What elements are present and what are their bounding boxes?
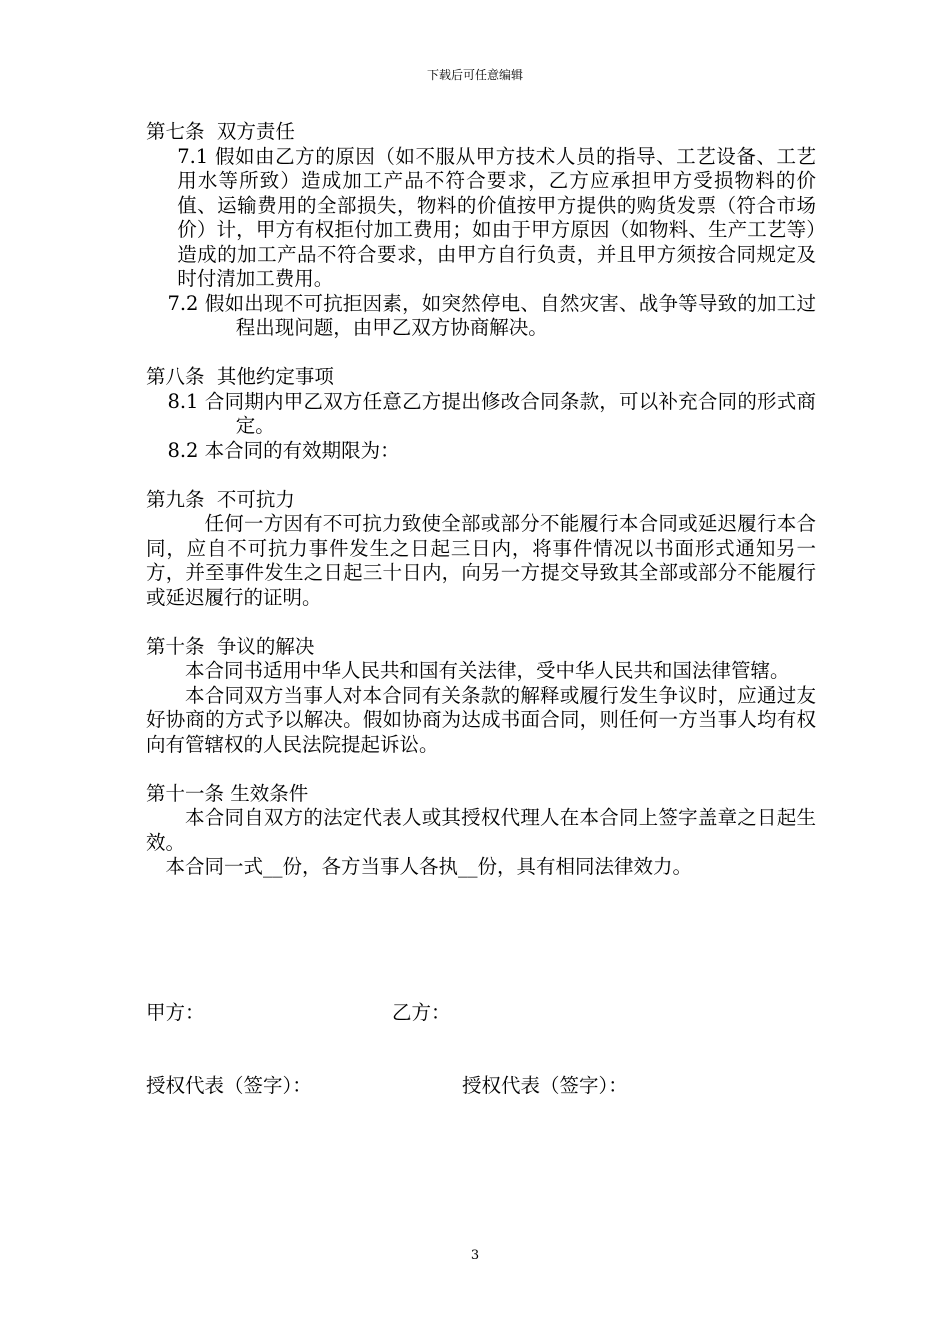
- article-10-para-2: 本合同双方当事人对本合同有关条款的解释或履行发生争议时，应通过友好协商的方式予以解决。假如协商为达成书面合同，则任何一方当事人均有权向有管辖权的人民法院提起诉讼。: [146, 683, 816, 756]
- article-11-para-1: 本合同自双方的法定代表人或其授权代理人在本合同上签字盖章之日起生效。: [146, 806, 816, 854]
- article-7-clause-1: 7.1 假如由乙方的原因（如不服从甲方技术人员的指导、工艺设备、工艺用水等所致）造成加工产品不符合要求，乙方应承担甲方受损物料的价值、运输费用的全部损失，物料的价值按甲方提供的购货发票（符合市场价）计，甲方有权拒付加工费用；如由于甲方原因（如物料、生产工艺等）造成的加工产品不符合要求，由甲方自行负责，并且甲方须按合同规定及时付清加工费用。: [177, 144, 816, 290]
- article-9-title: 第九条 不可抗力: [146, 487, 295, 511]
- page-header: 下载后可任意编辑: [426, 68, 523, 82]
- article-8-clause-1: 8.1 合同期内甲乙双方任意乙方提出修改合同条款，可以补充合同的形式商定。: [167, 389, 816, 437]
- article-11-title: 第十一条 生效条件: [146, 781, 309, 805]
- article-8-clause-2: 8.2 本合同的有效期限为：: [167, 438, 400, 462]
- article-9-para-1: 任何一方因有不可抗力致使全部或部分不能履行本合同或延迟履行本合同，应自不可抗力事件发生之日起三日内，将事件情况以书面形式通知另一方，并至事件发生之日起三十日内，向另一方提交导致其全部或部分不能履行或延迟履行的证明。: [146, 512, 816, 609]
- article-10-para-1: 本合同书适用中华人民共和国有关法律，受中华人民共和国法律管辖。: [185, 659, 790, 682]
- page-number: 3: [470, 1248, 480, 1263]
- article-11-para-2: 本合同一式__份，各方当事人各执__份，具有相同法律效力。: [165, 855, 693, 878]
- party-b-label: 乙方：: [392, 1001, 451, 1024]
- party-a-label: 甲方：: [146, 1001, 205, 1024]
- article-7-title: 第七条 双方责任: [146, 120, 295, 143]
- party-a-rep-label: 授权代表（签字）：: [146, 1074, 312, 1097]
- party-b-rep-label: 授权代表（签字）：: [462, 1074, 628, 1097]
- document-body: [146, 120, 816, 880]
- article-7-clause-2: 7.2 假如出现不可抗拒因素，如突然停电、自然灾害、战争等导致的加工过程出现问题，由甲乙双方协商解决。: [167, 291, 816, 339]
- article-8-title: 第八条 其他约定事项: [146, 365, 334, 388]
- article-10-title: 第十条 争议的解决: [146, 634, 315, 658]
